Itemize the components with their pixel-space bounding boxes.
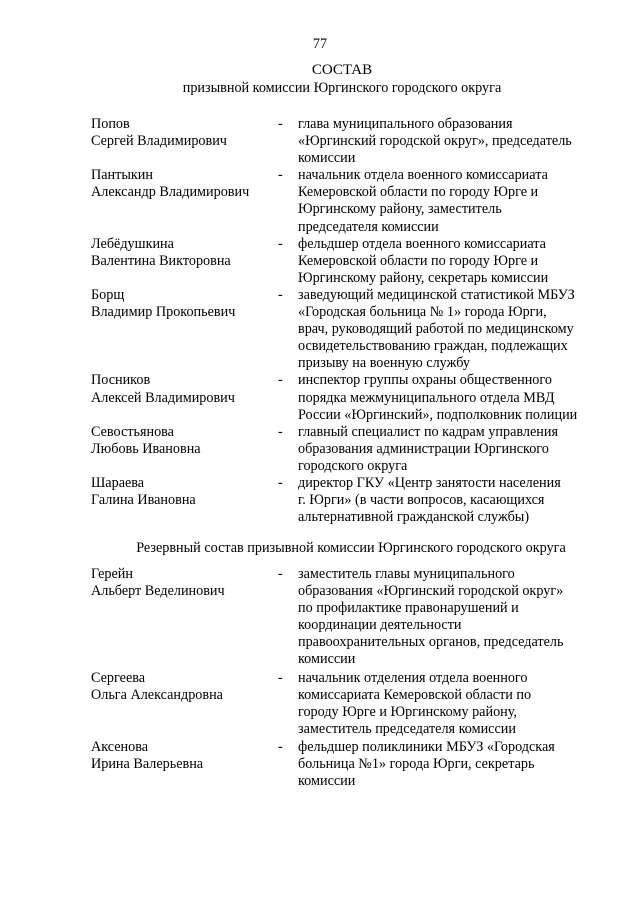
member-given-names: Ольга Александровна (91, 686, 223, 703)
member-entry (0, 739, 640, 790)
position-line: больница №1» города Юрги, секретарь (298, 756, 535, 773)
position-line: главный специалист по кадрам управления (298, 423, 558, 440)
member-given-names: Любовь Ивановна (91, 440, 201, 457)
position-line: заведующий медицинской статистикой МБУЗ (298, 286, 575, 303)
position-line: комиссии (298, 773, 356, 790)
position-line: координации деятельности (298, 617, 462, 634)
separator-dash: - (278, 566, 283, 582)
separator-dash: - (278, 423, 283, 440)
member-name (91, 372, 271, 406)
member-surname: Севостьянова (91, 423, 174, 440)
separator-dash: - (278, 116, 283, 132)
reserve-heading: Резервный состав призывной комиссии Юргинского городского округа (136, 540, 566, 556)
member-surname: Аксенова (91, 738, 149, 755)
separator-dash: - (278, 474, 283, 491)
position-line: порядка межмуниципального отдела МВД (298, 389, 555, 406)
position-line: Кемеровской области по городу Юрге и (298, 252, 539, 269)
separator-dash: - (278, 669, 283, 686)
position-line: освидетельствованию граждан, подлежащих (298, 338, 568, 355)
member-name (91, 116, 271, 150)
member-surname: Посников (91, 372, 151, 389)
member-name (91, 739, 271, 773)
position-line: Юргинскому району, заместитель (298, 201, 502, 218)
member-entry (0, 670, 640, 738)
member-name (91, 236, 271, 270)
member-name (91, 424, 271, 458)
member-entry (0, 424, 640, 475)
member-position (298, 670, 598, 738)
member-given-names: Альберт Веделинович (91, 583, 225, 600)
member-entry (0, 236, 640, 287)
member-surname: Сергеева (91, 669, 146, 686)
position-line: инспектор группы охраны общественного (298, 372, 552, 389)
position-line: начальник отделения отдела военного (298, 669, 528, 686)
member-entry (0, 116, 640, 167)
member-entry (0, 372, 640, 423)
separator-dash: - (278, 738, 283, 755)
position-line: образования «Юргинский городской округ» (298, 583, 564, 600)
member-name (91, 475, 271, 509)
member-name (91, 670, 271, 704)
member-position (298, 475, 598, 526)
position-line: Юргинскому району, секретарь комиссии (298, 269, 549, 286)
member-surname: Попов (91, 116, 130, 132)
position-line: комиссариата Кемеровской области по (298, 686, 532, 703)
position-line: России «Юргинский», подполковник полиции (298, 406, 578, 423)
position-line: начальник отдела военного комиссариата (298, 167, 548, 184)
position-line: «Юргинский городской округ», председатель (298, 133, 572, 150)
page-number: 77 (312, 36, 328, 52)
position-line: Кемеровской области по городу Юрге и (298, 184, 539, 201)
member-given-names: Алексей Владимирович (91, 389, 235, 406)
position-line: фельдшер поликлиники МБУЗ «Городская (298, 738, 555, 755)
position-line: г. Юрги» (в части вопросов, касающихся (298, 492, 545, 509)
position-line: по профилактике правонарушений и (298, 600, 519, 617)
member-surname: Шараева (91, 474, 145, 491)
member-position (298, 287, 598, 372)
position-line: председателя комиссии (298, 218, 439, 235)
member-position (298, 739, 598, 790)
position-line: городского округа (298, 457, 408, 474)
member-given-names: Александр Владимирович (91, 184, 250, 201)
member-surname: Герейн (91, 566, 133, 582)
member-given-names: Ирина Валерьевна (91, 756, 204, 773)
position-line: правоохранительных органов, председатель (298, 634, 564, 651)
member-position (298, 236, 598, 287)
member-given-names: Галина Ивановна (91, 492, 196, 509)
position-line: призыву на военную службу (298, 355, 470, 372)
member-name (91, 287, 271, 321)
position-line: альтернативной гражданской службы) (298, 509, 530, 526)
position-line: фельдшер отдела военного комиссариата (298, 235, 546, 252)
member-entry (0, 287, 640, 372)
separator-dash: - (278, 286, 283, 303)
position-line: комиссии (298, 651, 356, 668)
member-position (298, 116, 598, 167)
position-line: заместитель главы муниципального (298, 566, 515, 582)
member-given-names: Валентина Викторовна (91, 252, 231, 269)
position-line: комиссии (298, 150, 356, 167)
member-name (91, 167, 271, 201)
member-surname: Лебёдушкина (91, 235, 174, 252)
member-surname: Борщ (91, 286, 125, 303)
member-name (91, 566, 271, 600)
member-position (298, 167, 598, 235)
member-entry (0, 167, 640, 235)
document-subtitle: призывной комиссии Юргинского городского округа (182, 80, 502, 96)
reserve-members (0, 566, 640, 790)
separator-dash: - (278, 372, 283, 389)
commission-members (0, 116, 640, 526)
position-line: глава муниципального образования (298, 116, 513, 132)
member-surname: Пантыкин (91, 167, 153, 184)
document-title: СОСТАВ (311, 62, 373, 78)
member-position (298, 566, 598, 669)
position-line: «Городская больница № 1» города Юрги, (298, 304, 547, 321)
member-position (298, 424, 598, 475)
position-line: заместитель председателя комиссии (298, 720, 516, 737)
separator-dash: - (278, 167, 283, 184)
position-line: врач, руководящий работой по медицинскому (298, 321, 574, 338)
member-given-names: Владимир Прокопьевич (91, 304, 236, 321)
member-entry (0, 475, 640, 526)
position-line: директор ГКУ «Центр занятости населения (298, 474, 561, 491)
position-line: образования администрации Юргинского (298, 440, 549, 457)
separator-dash: - (278, 235, 283, 252)
position-line: городу Юрге и Юргинскому району, (298, 703, 517, 720)
member-position (298, 372, 598, 423)
member-given-names: Сергей Владимирович (91, 133, 227, 150)
member-entry (0, 566, 640, 669)
